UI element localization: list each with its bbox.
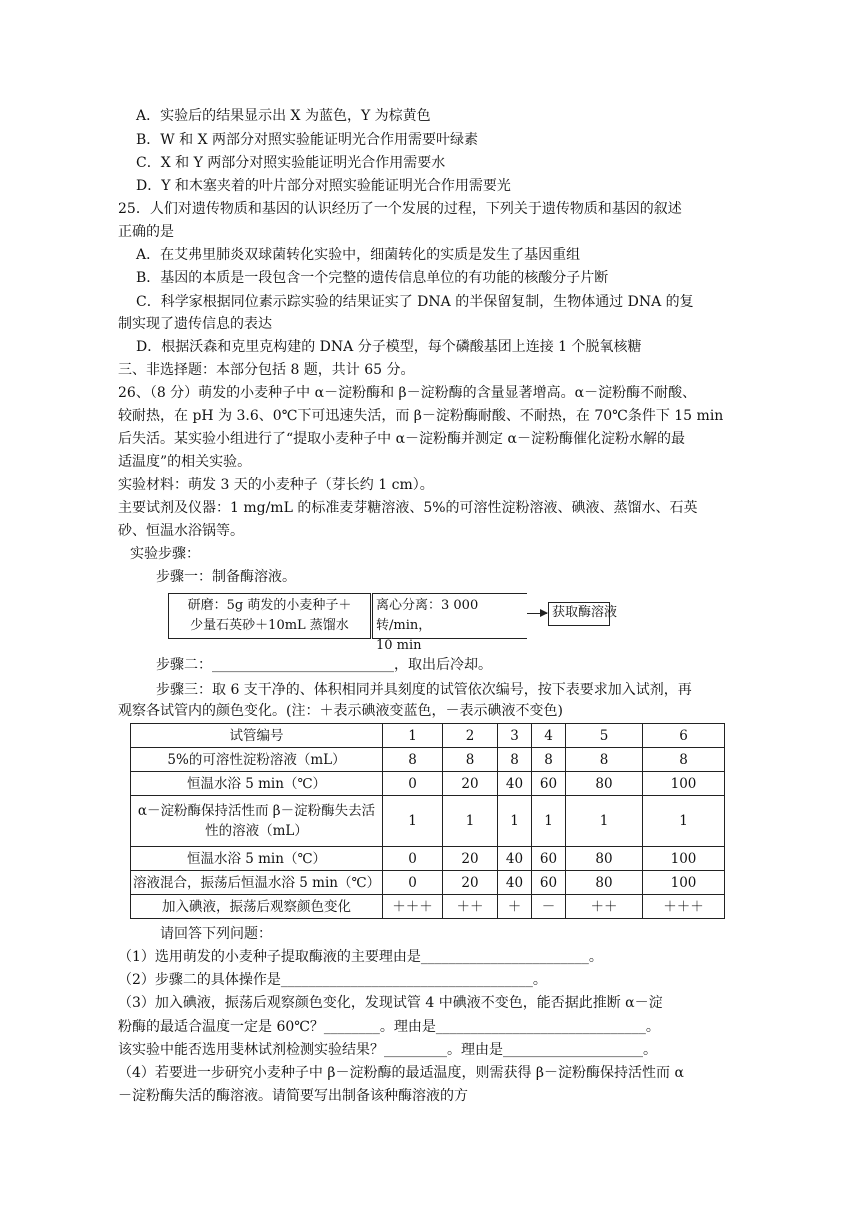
table-cell: 1: [443, 796, 498, 847]
table-cell: 80: [566, 871, 643, 895]
table-row: [131, 895, 725, 919]
table-cell: 100: [643, 847, 725, 871]
table-cell: 3: [498, 724, 532, 748]
q25-option-c-line1: C．科学家根据同位素示踪实验的结果证实了 DNA 的半保留复制，生物体通过 DNA 的复: [136, 294, 694, 310]
table-cell: 1: [532, 796, 566, 847]
table-cell: ＋＋＋: [383, 895, 443, 919]
table-cell: 20: [443, 847, 498, 871]
table-row: [131, 796, 725, 847]
table-cell: ＋: [498, 895, 532, 919]
table-cell: 1: [383, 796, 443, 847]
q24-option-b: B．W 和 X 两部分对照实验能证明光合作用需要叶绿素: [136, 132, 478, 148]
row-label: 加入碘液，振荡后观察颜色变化: [131, 895, 383, 919]
table-cell: 20: [443, 871, 498, 895]
q26-sub3-line3: 该实验中能否选用斐林试剂检测实验结果？_________。理由是____________________。: [118, 1042, 657, 1058]
flow-box-grind: [168, 593, 371, 639]
table-cell: 1: [383, 724, 443, 748]
table-cell: 8: [643, 748, 725, 772]
table-cell: ＋＋＋: [643, 895, 725, 919]
flow-box-centrifuge-line1: 离心分离：3 000 转/min，: [376, 598, 479, 633]
q26-intro-line1: 26、（8 分）萌发的小麦种子中 α－淀粉酶和 β－淀粉酶的含量显著增高。α－淀粉酶不耐酸、: [118, 385, 697, 401]
q26-sub3-line1: （3）加入碘液，振荡后观察颜色变化，发现试管 4 中碘液不变色，能否据此推断 α－淀: [118, 995, 663, 1011]
table-cell: 60: [532, 772, 566, 796]
q26-intro-line2: 较耐热，在 pH 为 3.6、0℃下可迅速失活，而 β－淀粉酶耐酸、不耐热，在 70℃条件下 15 min: [118, 408, 724, 424]
table-cell: 2: [443, 724, 498, 748]
q24-option-c: C．X 和 Y 两部分对照实验能证明光合作用需要水: [136, 155, 446, 171]
table-cell: 8: [443, 748, 498, 772]
table-cell: 4: [532, 724, 566, 748]
q26-sub3-line2: 粉酶的最适合温度一定是 60℃？________。理由是______________________________。: [118, 1019, 660, 1035]
section-heading: 三、非选择题：本部分包括 8 题，共计 65 分。: [118, 362, 415, 378]
table-cell: 8: [498, 748, 532, 772]
row-label: [131, 796, 383, 847]
flow-box-centrifuge: [372, 593, 527, 653]
experiment-table: [130, 723, 725, 919]
table-cell: 60: [532, 871, 566, 895]
table-row: [131, 871, 725, 895]
table-cell: 1: [643, 796, 725, 847]
table-cell: ＋＋: [443, 895, 498, 919]
table-cell: 8: [532, 748, 566, 772]
q26-step1: 步骤一：制备酶溶液。: [156, 569, 296, 585]
q26-reagents-line2: 砂、恒温水浴锅等。: [118, 523, 244, 539]
row-label: 恒温水浴 5 min（℃）: [131, 772, 383, 796]
flow-box-centrifuge-line2: 10 min: [376, 638, 422, 653]
q26-sub4-line2: －淀粉酶失活的酶溶液。请简要写出制备该种酶溶液的方: [118, 1088, 468, 1104]
q26-intro-line4: 适温度”的相关实验。: [118, 454, 252, 470]
row-label-line1: α－淀粉酶保持活性而 β－淀粉酶失去活: [137, 803, 376, 819]
table-cell: 80: [566, 847, 643, 871]
table-cell: 40: [498, 871, 532, 895]
row-label: 试管编号: [131, 724, 383, 748]
table-cell: 100: [643, 772, 725, 796]
table-cell: 20: [443, 772, 498, 796]
q26-answer-prompt: 请回答下列问题：: [160, 926, 272, 942]
flow-box-grind-line1: 研磨：5g 萌发的小麦种子＋: [187, 598, 352, 613]
row-label: 恒温水浴 5 min（℃）: [131, 847, 383, 871]
table-cell: 0: [383, 772, 443, 796]
q26-step3-line1: 步骤三：取 6 支干净的、体积相同并具刻度的试管依次编号，按下表要求加入试剂，再: [156, 682, 692, 698]
q25-stem-line2: 正确的是: [118, 224, 174, 240]
q26-sub4-line1: （4）若要进一步研究小麦种子中 β－淀粉酶的最适温度，则需获得 β－淀粉酶保持活性而 α: [118, 1065, 684, 1081]
table-cell: 60: [532, 847, 566, 871]
table-cell: 0: [383, 871, 443, 895]
table-cell: －: [532, 895, 566, 919]
q26-intro-line3: 后失活。某实验小组进行了“提取小麦种子中 α－淀粉酶并测定 α－淀粉酶催化淀粉水解的最: [118, 431, 685, 447]
q25-option-c-line2: 制实现了遗传信息的表达: [118, 316, 272, 332]
table-cell: 40: [498, 772, 532, 796]
table-cell: 1: [498, 796, 532, 847]
q25-option-b: B．基因的本质是一段包含一个完整的遗传信息单位的有功能的核酸分子片断: [136, 270, 609, 286]
q26-step3-line2: 观察各试管内的颜色变化。(注：＋表示碘液变蓝色，－表示碘液不变色): [118, 703, 563, 719]
q26-sub2: （2）步骤二的具体操作是____________________________________。: [118, 972, 547, 988]
row-label-line2: 性的溶液（mL）: [205, 823, 308, 839]
table-cell: 100: [643, 871, 725, 895]
q26-step2: 步骤二：__________________________，取出后冷却。: [156, 657, 492, 673]
q24-option-d: D．Y 和木塞夹着的叶片部分对照实验能证明光合作用需要光: [136, 178, 511, 194]
table-cell: ＋＋: [566, 895, 643, 919]
table-row: [131, 748, 725, 772]
table-row: [131, 724, 725, 748]
table-cell: 8: [383, 748, 443, 772]
table-row: [131, 772, 725, 796]
q26-reagents-line1: 主要试剂及仪器：1 mg/mL 的标准麦芽糖溶液、5%的可溶性淀粉溶液、碘液、蒸馏水、石英: [118, 500, 698, 516]
table-cell: 40: [498, 847, 532, 871]
flow-box-grind-line2: 少量石英砂＋10mL 蒸馏水: [190, 618, 349, 633]
table-cell: 8: [566, 748, 643, 772]
q25-option-a: A．在艾弗里肺炎双球菌转化实验中，细菌转化的实质是发生了基因重组: [136, 247, 581, 263]
table-cell: 1: [566, 796, 643, 847]
q25-option-d: D．根据沃森和克里克构建的 DNA 分子模型，每个磷酸基团上连接 1 个脱氧核糖: [136, 339, 642, 355]
q26-sub1: （1）选用萌发的小麦种子提取酶液的主要理由是________________________。: [118, 949, 603, 965]
row-label: 5%的可溶性淀粉溶液（mL）: [131, 748, 383, 772]
q26-steps-title: 实验步骤：: [130, 546, 200, 562]
table-cell: 6: [643, 724, 725, 748]
q25-stem-line1: 25．人们对遗传物质和基因的认识经历了一个发展的过程，下列关于遗传物质和基因的叙述: [118, 201, 682, 217]
table-row: [131, 847, 725, 871]
table-cell: 5: [566, 724, 643, 748]
flow-arrow: [527, 613, 547, 614]
table-cell: 0: [383, 847, 443, 871]
flow-box-result: 获取酶溶液: [548, 602, 610, 626]
row-label: 溶液混合，振荡后恒温水浴 5 min（℃）: [131, 871, 383, 895]
q26-materials: 实验材料：萌发 3 天的小麦种子（芽长约 1 cm）。: [118, 477, 434, 493]
q24-option-a: A．实验后的结果显示出 X 为蓝色，Y 为棕黄色: [136, 108, 431, 124]
table-cell: 80: [566, 772, 643, 796]
